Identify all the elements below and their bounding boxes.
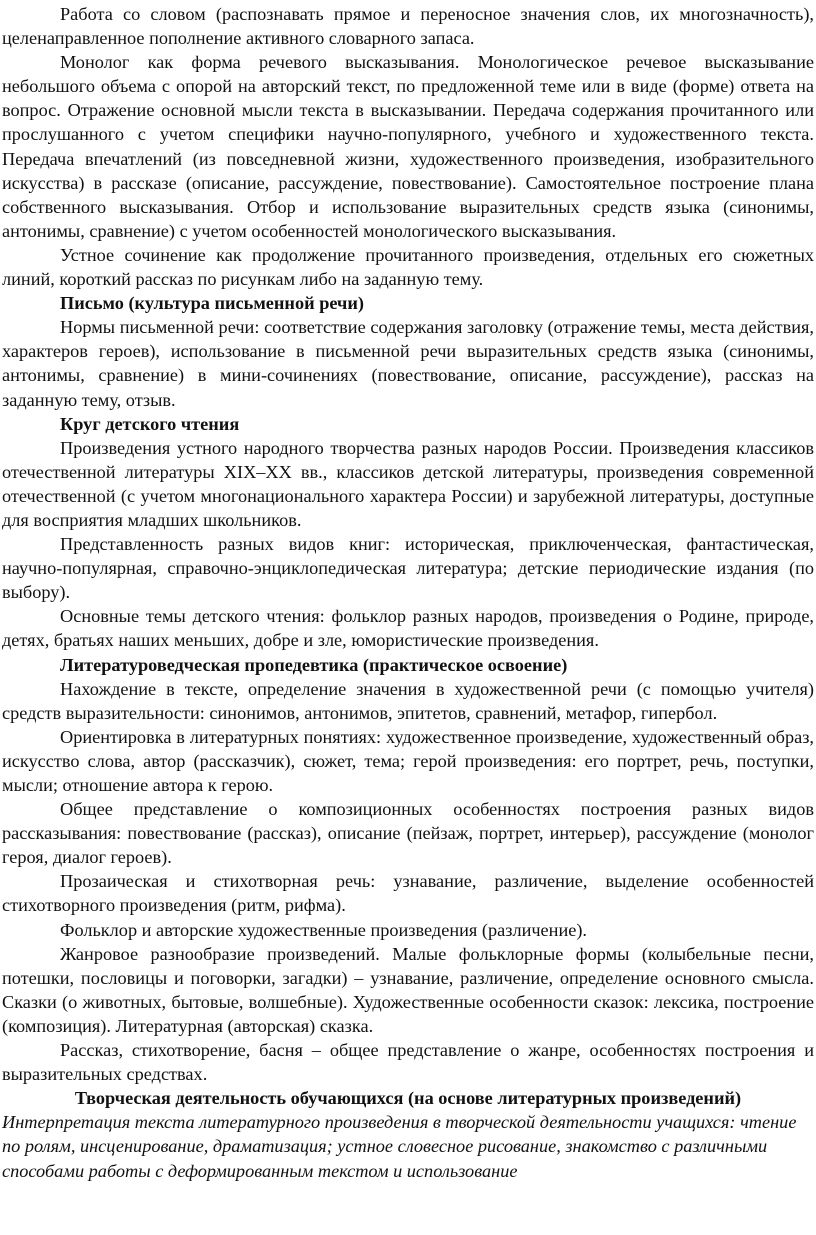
paragraph: Ориентировка в литературных понятиях: художественное произведение, художественный образ, искусство слова, автор (рассказчик), сюжет, тема; герой произведения: его портрет, речь, поступки, мысли; отношение автора к герою. [2, 726, 814, 795]
section-heading: Творческая деятельность обучающихся (на основе литературных произведений) [74, 1088, 742, 1109]
paragraph: Жанровое разнообразие произведений. Малые фольклорные формы (колыбельные песни, потешки, пословицы и поговорки, загадки) – узнавание, различение, определение основного смысла. Сказки (о животных, бытовые, волшебные). Художественные особенности сказок: лексика, построение (композиция). Литературная (авторская) сказка. [2, 943, 814, 1036]
paragraph: Работа со словом (распознавать прямое и переносное значения слов, их многозначность), целенаправленное пополнение активного словарного запаса. [2, 4, 814, 49]
paragraph: Рассказ, стихотворение, басня – общее представление о жанре, особенностях построения и выразительных средствах. [2, 1040, 814, 1085]
italic-paragraph: Интерпретация текста литературного произведения в творческой деятельности учащихся: чтение по ролям, инсценирование, драматизация; устное словесное рисование, знакомство с различными способами работы с деформированным текстом и использование [2, 1112, 797, 1181]
paragraph: Устное сочинение как продолжение прочитанного произведения, отдельных его сюжетных линий, короткий рассказ по рисункам либо на заданную тему. [2, 244, 814, 290]
paragraph: Нахождение в тексте, определение значения в художественной речи (с помощью учителя) средств выразительности: синонимов, антонимов, эпитетов, сравнений, метафор, гипербол. [2, 678, 814, 723]
paragraph: Произведения устного народного творчества разных народов России. Произведения классиков отечественной литературы XIX–XX вв., классиков детской литературы, произведения современной отечественной (с учетом многонационального характера России) и зарубежной литературы, доступные для восприятия младших школьников. [2, 437, 814, 530]
section-heading: Круг детского чтения [60, 413, 240, 434]
section-heading: Письмо (культура письменной речи) [60, 293, 364, 314]
paragraph: Общее представление о композиционных особенностях построения разных видов рассказывания: повествование (рассказ), описание (пейзаж, портрет, интерьер), рассуждение (монолог героя, диалог героев). [2, 799, 814, 868]
paragraph: Монолог как форма речевого высказывания. Монологическое речевое высказывание небольшого объема с опорой на авторский текст, по предложенной теме или в виде (форме) ответа на вопрос. Отражение основной мысли текста в высказывании. Передача содержания прочитанного или прослушанного с учетом специфики научно-популярного, учебного и художественного текста. Передача впечатлений (из повседневной жизни, художественного произведения, изобразительного искусства) в рассказе (описание, рассуждение, повествование). Самостоятельное построение плана собственного высказывания. Отбор и использование выразительных средств языка (синонимы, антонимы, сравнение) с учетом особенностей монологического высказывания. [2, 52, 814, 241]
paragraph: Представленность разных видов книг: историческая, приключенческая, фантастическая, научно-популярная, справочно-энциклопедическая литература; детские периодические издания (по выбору). [2, 534, 814, 603]
paragraph: Нормы письменной речи: соответствие содержания заголовку (отражение темы, места действия, характеров героев), использование в письменной речи выразительных средств языка (синонимы, антонимы, сравнение) в мини-сочинениях (повествование, описание, рассуждение), рассказ на заданную тему, отзыв. [2, 317, 814, 410]
paragraph: Основные темы детского чтения: фольклор разных народов, произведения о Родине, природе, детях, братьях наших меньших, добре и зле, юмористические произведения. [2, 606, 814, 651]
paragraph: Фольклор и авторские художественные произведения (различение). [60, 919, 587, 940]
paragraph: Прозаическая и стихотворная речь: узнавание, различение, выделение особенностей стихотворного произведения (ритм, рифма). [2, 871, 814, 916]
section-heading: Литературоведческая пропедевтика (практическое освоение) [60, 654, 568, 675]
